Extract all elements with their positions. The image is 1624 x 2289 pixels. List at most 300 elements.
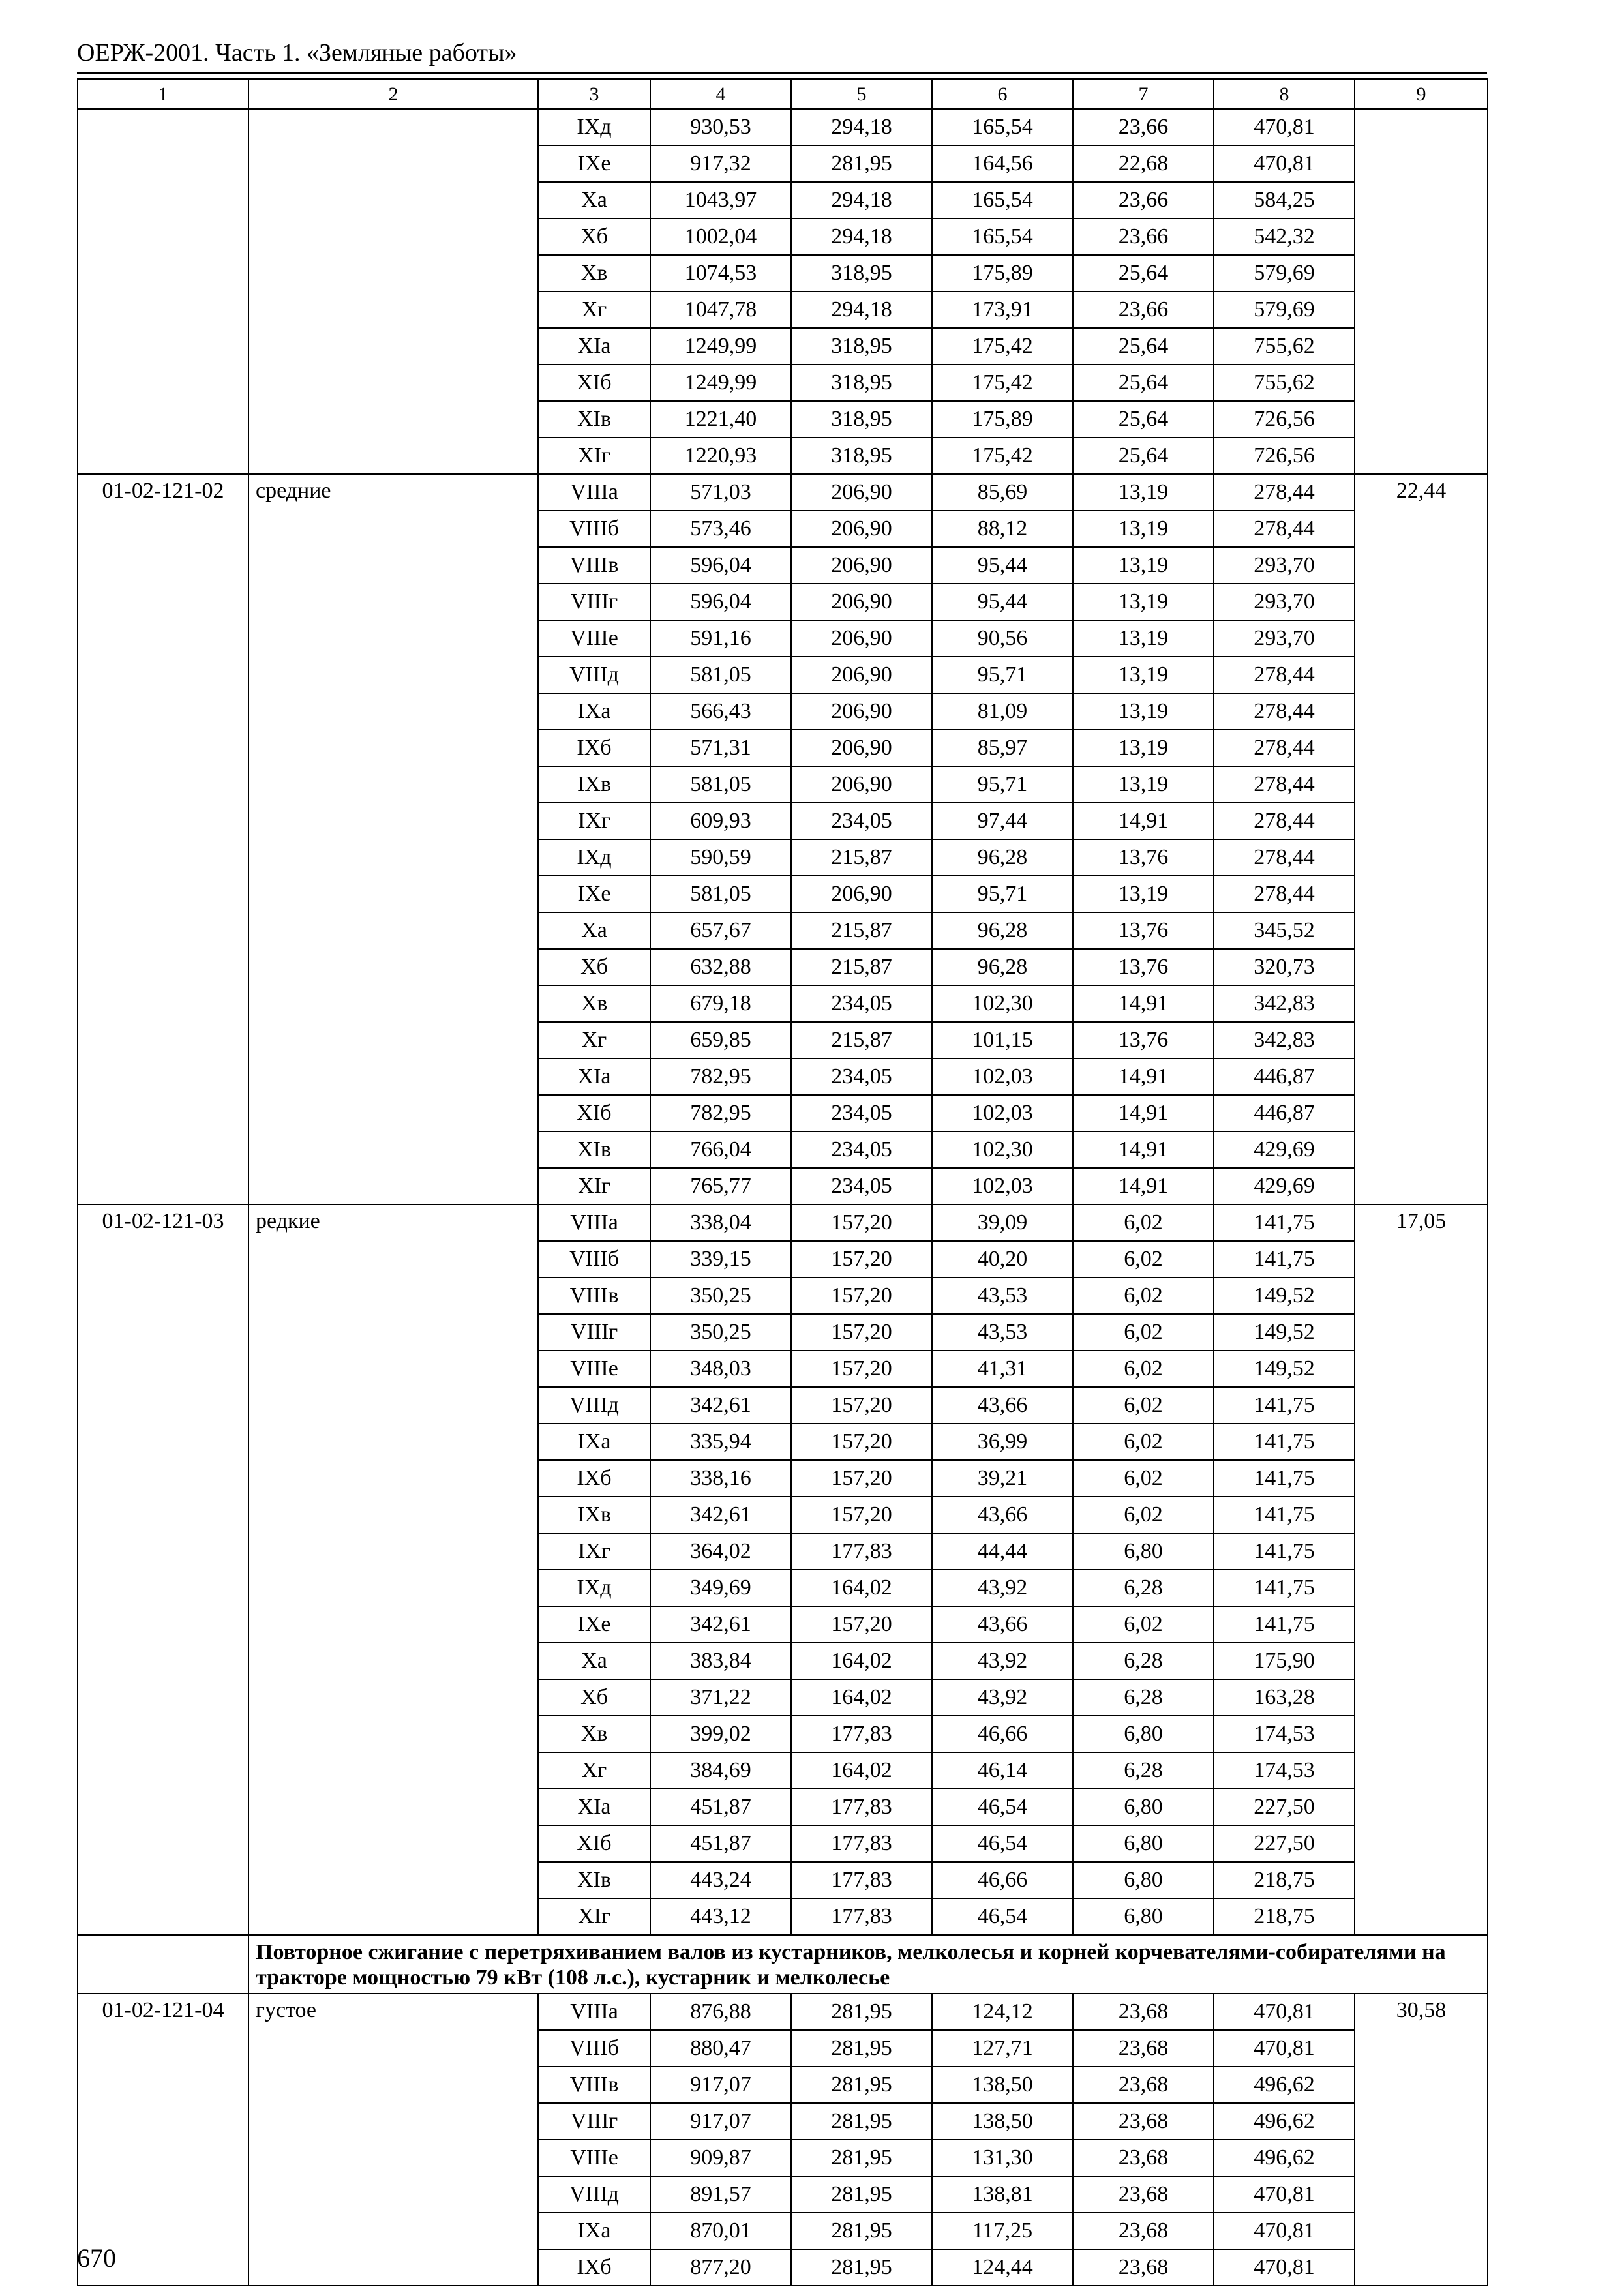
value-cell: 141,75 xyxy=(1214,1204,1355,1241)
value-cell: 43,92 xyxy=(932,1570,1073,1606)
value-cell: 131,30 xyxy=(932,2140,1073,2176)
value-cell: 446,87 xyxy=(1214,1095,1355,1131)
value-cell: 206,90 xyxy=(791,584,932,620)
section-title: Повторное сжигание с перетряхиванием валов из кустарников, мелколесья и корней корчевателями-собирателями на тракторе мощностью 79 кВт (108 л.с.), кустарник и мелколесье xyxy=(248,1935,1488,1994)
value-cell: 43,53 xyxy=(932,1278,1073,1314)
row-index: 17,05 xyxy=(1355,1204,1488,1935)
value-cell: 43,66 xyxy=(932,1387,1073,1424)
value-cell: 141,75 xyxy=(1214,1533,1355,1570)
value-cell: 177,83 xyxy=(791,1789,932,1825)
header-rule xyxy=(77,72,1487,74)
soil-group-cell: IXд xyxy=(538,1570,650,1606)
value-cell: 96,28 xyxy=(932,912,1073,949)
value-cell: 81,09 xyxy=(932,693,1073,730)
value-cell: 43,66 xyxy=(932,1497,1073,1533)
value-cell: 149,52 xyxy=(1214,1351,1355,1387)
value-cell: 206,90 xyxy=(791,547,932,584)
value-cell: 1043,97 xyxy=(650,182,791,218)
value-cell: 13,19 xyxy=(1073,511,1214,547)
value-cell: 348,03 xyxy=(650,1351,791,1387)
price-table xyxy=(77,78,1488,2286)
value-cell: 141,75 xyxy=(1214,1387,1355,1424)
value-cell: 6,02 xyxy=(1073,1606,1214,1643)
value-cell: 23,68 xyxy=(1073,2213,1214,2249)
value-cell: 755,62 xyxy=(1214,365,1355,401)
value-cell: 234,05 xyxy=(791,803,932,839)
value-cell: 342,61 xyxy=(650,1497,791,1533)
value-cell: 177,83 xyxy=(791,1716,932,1752)
row-index: 30,58 xyxy=(1355,1994,1488,2286)
value-cell: 206,90 xyxy=(791,693,932,730)
value-cell: 149,52 xyxy=(1214,1278,1355,1314)
value-cell: 102,30 xyxy=(932,1131,1073,1168)
value-cell: 6,80 xyxy=(1073,1825,1214,1862)
soil-group-cell: XIв xyxy=(538,1131,650,1168)
value-cell: 85,69 xyxy=(932,474,1073,511)
value-cell: 278,44 xyxy=(1214,693,1355,730)
value-cell: 281,95 xyxy=(791,2140,932,2176)
value-cell: 496,62 xyxy=(1214,2067,1355,2103)
value-cell: 215,87 xyxy=(791,1022,932,1058)
value-cell: 174,53 xyxy=(1214,1752,1355,1789)
value-cell: 318,95 xyxy=(791,328,932,365)
value-cell: 364,02 xyxy=(650,1533,791,1570)
value-cell: 930,53 xyxy=(650,109,791,145)
value-cell: 25,64 xyxy=(1073,401,1214,438)
value-cell: 175,89 xyxy=(932,255,1073,292)
value-cell: 13,76 xyxy=(1073,1022,1214,1058)
value-cell: 14,91 xyxy=(1073,1131,1214,1168)
soil-group-cell: VIIIд xyxy=(538,657,650,693)
value-cell: 384,69 xyxy=(650,1752,791,1789)
value-cell: 726,56 xyxy=(1214,438,1355,474)
value-cell: 765,77 xyxy=(650,1168,791,1204)
soil-group-cell: VIIIа xyxy=(538,1204,650,1241)
value-cell: 46,54 xyxy=(932,1825,1073,1862)
value-cell: 318,95 xyxy=(791,438,932,474)
value-cell: 23,66 xyxy=(1073,218,1214,255)
table-row xyxy=(78,474,1488,511)
value-cell: 294,18 xyxy=(791,182,932,218)
page-number: 670 xyxy=(77,2243,116,2273)
value-cell: 23,68 xyxy=(1073,2030,1214,2067)
value-cell: 46,66 xyxy=(932,1862,1073,1898)
value-cell: 294,18 xyxy=(791,218,932,255)
value-cell: 581,05 xyxy=(650,876,791,912)
value-cell: 891,57 xyxy=(650,2176,791,2213)
value-cell: 293,70 xyxy=(1214,584,1355,620)
soil-group-cell: IXг xyxy=(538,803,650,839)
value-cell: 88,12 xyxy=(932,511,1073,547)
value-cell: 470,81 xyxy=(1214,145,1355,182)
soil-group-cell: VIIIг xyxy=(538,2103,650,2140)
value-cell: 14,91 xyxy=(1073,985,1214,1022)
soil-group-cell: VIIIа xyxy=(538,474,650,511)
value-cell: 294,18 xyxy=(791,292,932,328)
page-header: ОЕРЖ-2001. Часть 1. «Земляные работы» xyxy=(77,39,517,67)
value-cell: 342,83 xyxy=(1214,1022,1355,1058)
soil-group-cell: IXв xyxy=(538,1497,650,1533)
value-cell: 13,19 xyxy=(1073,584,1214,620)
value-cell: 39,09 xyxy=(932,1204,1073,1241)
value-cell: 141,75 xyxy=(1214,1241,1355,1278)
value-cell: 318,95 xyxy=(791,401,932,438)
value-cell: 173,91 xyxy=(932,292,1073,328)
value-cell: 342,83 xyxy=(1214,985,1355,1022)
value-cell: 6,02 xyxy=(1073,1424,1214,1460)
value-cell: 23,68 xyxy=(1073,2176,1214,2213)
value-cell: 917,32 xyxy=(650,145,791,182)
soil-group-cell: VIIIв xyxy=(538,1278,650,1314)
value-cell: 102,03 xyxy=(932,1058,1073,1095)
value-cell: 443,12 xyxy=(650,1898,791,1935)
soil-group-cell: VIIIд xyxy=(538,1387,650,1424)
column-number-cell: 1 xyxy=(78,79,248,109)
value-cell: 13,19 xyxy=(1073,657,1214,693)
value-cell: 23,66 xyxy=(1073,292,1214,328)
value-cell: 124,44 xyxy=(932,2249,1073,2286)
value-cell: 95,71 xyxy=(932,766,1073,803)
value-cell: 318,95 xyxy=(791,365,932,401)
value-cell: 14,91 xyxy=(1073,1168,1214,1204)
value-cell: 157,20 xyxy=(791,1424,932,1460)
value-cell: 281,95 xyxy=(791,2067,932,2103)
soil-group-cell: VIIIб xyxy=(538,2030,650,2067)
soil-group-cell: IXв xyxy=(538,766,650,803)
soil-group-cell: IXа xyxy=(538,1424,650,1460)
value-cell: 157,20 xyxy=(791,1351,932,1387)
value-cell: 679,18 xyxy=(650,985,791,1022)
value-cell: 39,21 xyxy=(932,1460,1073,1497)
value-cell: 234,05 xyxy=(791,1095,932,1131)
value-cell: 6,80 xyxy=(1073,1789,1214,1825)
value-cell: 6,02 xyxy=(1073,1497,1214,1533)
value-cell: 917,07 xyxy=(650,2103,791,2140)
value-cell: 349,69 xyxy=(650,1570,791,1606)
value-cell: 90,56 xyxy=(932,620,1073,657)
value-cell: 14,91 xyxy=(1073,1058,1214,1095)
value-cell: 338,16 xyxy=(650,1460,791,1497)
soil-group-cell: XIг xyxy=(538,1168,650,1204)
value-cell: 371,22 xyxy=(650,1679,791,1716)
value-cell: 43,66 xyxy=(932,1606,1073,1643)
value-cell: 1249,99 xyxy=(650,328,791,365)
soil-group-cell: Xа xyxy=(538,912,650,949)
value-cell: 1002,04 xyxy=(650,218,791,255)
value-cell: 451,87 xyxy=(650,1825,791,1862)
value-cell: 573,46 xyxy=(650,511,791,547)
soil-group-cell: VIIIе xyxy=(538,2140,650,2176)
value-cell: 157,20 xyxy=(791,1241,932,1278)
soil-group-cell: XIв xyxy=(538,1862,650,1898)
value-cell: 293,70 xyxy=(1214,547,1355,584)
value-cell: 22,68 xyxy=(1073,145,1214,182)
value-cell: 206,90 xyxy=(791,511,932,547)
value-cell: 278,44 xyxy=(1214,657,1355,693)
value-cell: 177,83 xyxy=(791,1898,932,1935)
value-cell: 294,18 xyxy=(791,109,932,145)
value-cell: 338,04 xyxy=(650,1204,791,1241)
value-cell: 43,92 xyxy=(932,1679,1073,1716)
soil-group-cell: XIг xyxy=(538,1898,650,1935)
column-number-cell: 6 xyxy=(932,79,1073,109)
value-cell: 581,05 xyxy=(650,766,791,803)
value-cell: 164,02 xyxy=(791,1679,932,1716)
value-cell: 579,69 xyxy=(1214,292,1355,328)
value-cell: 596,04 xyxy=(650,547,791,584)
value-cell: 13,19 xyxy=(1073,693,1214,730)
row-code: 01-02-121-03 xyxy=(78,1204,248,1935)
value-cell: 571,31 xyxy=(650,730,791,766)
value-cell: 281,95 xyxy=(791,2103,932,2140)
value-cell: 13,19 xyxy=(1073,876,1214,912)
value-cell: 399,02 xyxy=(650,1716,791,1752)
value-cell: 870,01 xyxy=(650,2213,791,2249)
value-cell: 101,15 xyxy=(932,1022,1073,1058)
value-cell: 278,44 xyxy=(1214,730,1355,766)
soil-group-cell: IXа xyxy=(538,693,650,730)
soil-group-cell: VIIIг xyxy=(538,584,650,620)
value-cell: 6,02 xyxy=(1073,1351,1214,1387)
value-cell: 23,66 xyxy=(1073,109,1214,145)
soil-group-cell: VIIIб xyxy=(538,1241,650,1278)
soil-group-cell: IXа xyxy=(538,2213,650,2249)
soil-group-cell: XIб xyxy=(538,1825,650,1862)
value-cell: 909,87 xyxy=(650,2140,791,2176)
value-cell: 157,20 xyxy=(791,1204,932,1241)
value-cell: 13,76 xyxy=(1073,912,1214,949)
value-cell: 13,76 xyxy=(1073,949,1214,985)
soil-group-cell: XIа xyxy=(538,1789,650,1825)
value-cell: 46,14 xyxy=(932,1752,1073,1789)
value-cell: 44,44 xyxy=(932,1533,1073,1570)
column-number-cell: 5 xyxy=(791,79,932,109)
value-cell: 350,25 xyxy=(650,1278,791,1314)
value-cell: 23,68 xyxy=(1073,2103,1214,2140)
value-cell: 175,42 xyxy=(932,365,1073,401)
row-description: средние xyxy=(248,474,538,1204)
soil-group-cell: IXб xyxy=(538,730,650,766)
value-cell: 566,43 xyxy=(650,693,791,730)
value-cell: 206,90 xyxy=(791,657,932,693)
column-number-row xyxy=(78,79,1488,109)
value-cell: 46,54 xyxy=(932,1789,1073,1825)
value-cell: 157,20 xyxy=(791,1314,932,1351)
value-cell: 164,02 xyxy=(791,1752,932,1789)
soil-group-cell: VIIIг xyxy=(538,1314,650,1351)
row-code: 01-02-121-02 xyxy=(78,474,248,1204)
row-code: 01-02-121-04 xyxy=(78,1994,248,2286)
value-cell: 6,28 xyxy=(1073,1643,1214,1679)
value-cell: 23,68 xyxy=(1073,2140,1214,2176)
value-cell: 141,75 xyxy=(1214,1424,1355,1460)
value-cell: 281,95 xyxy=(791,2213,932,2249)
soil-group-cell: IXд xyxy=(538,839,650,876)
value-cell: 1249,99 xyxy=(650,365,791,401)
value-cell: 96,28 xyxy=(932,839,1073,876)
value-cell: 218,75 xyxy=(1214,1862,1355,1898)
value-cell: 124,12 xyxy=(932,1994,1073,2030)
soil-group-cell: IXг xyxy=(538,1533,650,1570)
value-cell: 6,02 xyxy=(1073,1314,1214,1351)
value-cell: 470,81 xyxy=(1214,2249,1355,2286)
value-cell: 6,02 xyxy=(1073,1387,1214,1424)
value-cell: 345,52 xyxy=(1214,912,1355,949)
value-cell: 175,42 xyxy=(932,438,1073,474)
soil-group-cell: XIб xyxy=(538,365,650,401)
value-cell: 164,02 xyxy=(791,1570,932,1606)
value-cell: 23,68 xyxy=(1073,1994,1214,2030)
value-cell: 755,62 xyxy=(1214,328,1355,365)
value-cell: 175,42 xyxy=(932,328,1073,365)
value-cell: 141,75 xyxy=(1214,1606,1355,1643)
value-cell: 6,80 xyxy=(1073,1898,1214,1935)
value-cell: 227,50 xyxy=(1214,1825,1355,1862)
value-cell: 1221,40 xyxy=(650,401,791,438)
value-cell: 278,44 xyxy=(1214,803,1355,839)
value-cell: 206,90 xyxy=(791,876,932,912)
value-cell: 13,19 xyxy=(1073,766,1214,803)
soil-group-cell: Xг xyxy=(538,1022,650,1058)
column-number-cell: 4 xyxy=(650,79,791,109)
soil-group-cell: Xв xyxy=(538,255,650,292)
value-cell: 23,66 xyxy=(1073,182,1214,218)
value-cell: 496,62 xyxy=(1214,2140,1355,2176)
value-cell: 6,02 xyxy=(1073,1204,1214,1241)
value-cell: 293,70 xyxy=(1214,620,1355,657)
value-cell: 46,54 xyxy=(932,1898,1073,1935)
soil-group-cell: Xг xyxy=(538,292,650,328)
value-cell: 141,75 xyxy=(1214,1570,1355,1606)
value-cell: 281,95 xyxy=(791,2176,932,2213)
value-cell: 1074,53 xyxy=(650,255,791,292)
value-cell: 609,93 xyxy=(650,803,791,839)
value-cell: 215,87 xyxy=(791,912,932,949)
row-description xyxy=(248,109,538,474)
soil-group-cell: VIIIа xyxy=(538,1994,650,2030)
soil-group-cell: Xа xyxy=(538,1643,650,1679)
value-cell: 470,81 xyxy=(1214,2176,1355,2213)
soil-group-cell: VIIIе xyxy=(538,1351,650,1387)
value-cell: 596,04 xyxy=(650,584,791,620)
value-cell: 25,64 xyxy=(1073,365,1214,401)
value-cell: 138,50 xyxy=(932,2067,1073,2103)
soil-group-cell: Xг xyxy=(538,1752,650,1789)
value-cell: 451,87 xyxy=(650,1789,791,1825)
value-cell: 23,68 xyxy=(1073,2067,1214,2103)
value-cell: 157,20 xyxy=(791,1387,932,1424)
value-cell: 470,81 xyxy=(1214,1994,1355,2030)
row-description: редкие xyxy=(248,1204,538,1935)
value-cell: 6,02 xyxy=(1073,1241,1214,1278)
soil-group-cell: Xб xyxy=(538,949,650,985)
value-cell: 877,20 xyxy=(650,2249,791,2286)
value-cell: 102,03 xyxy=(932,1168,1073,1204)
value-cell: 174,53 xyxy=(1214,1716,1355,1752)
value-cell: 579,69 xyxy=(1214,255,1355,292)
value-cell: 320,73 xyxy=(1214,949,1355,985)
value-cell: 95,71 xyxy=(932,657,1073,693)
value-cell: 163,28 xyxy=(1214,1679,1355,1716)
value-cell: 102,30 xyxy=(932,985,1073,1022)
value-cell: 227,50 xyxy=(1214,1789,1355,1825)
value-cell: 141,75 xyxy=(1214,1460,1355,1497)
value-cell: 206,90 xyxy=(791,620,932,657)
value-cell: 165,54 xyxy=(932,109,1073,145)
value-cell: 766,04 xyxy=(650,1131,791,1168)
value-cell: 25,64 xyxy=(1073,255,1214,292)
value-cell: 215,87 xyxy=(791,839,932,876)
value-cell: 542,32 xyxy=(1214,218,1355,255)
value-cell: 278,44 xyxy=(1214,839,1355,876)
value-cell: 470,81 xyxy=(1214,2030,1355,2067)
value-cell: 571,03 xyxy=(650,474,791,511)
value-cell: 46,66 xyxy=(932,1716,1073,1752)
value-cell: 40,20 xyxy=(932,1241,1073,1278)
value-cell: 157,20 xyxy=(791,1278,932,1314)
soil-group-cell: XIб xyxy=(538,1095,650,1131)
row-index xyxy=(1355,109,1488,474)
table-row xyxy=(78,1204,1488,1241)
value-cell: 659,85 xyxy=(650,1022,791,1058)
value-cell: 6,80 xyxy=(1073,1716,1214,1752)
value-cell: 165,54 xyxy=(932,218,1073,255)
soil-group-cell: IXе xyxy=(538,1606,650,1643)
soil-group-cell: Xв xyxy=(538,985,650,1022)
value-cell: 496,62 xyxy=(1214,2103,1355,2140)
value-cell: 175,90 xyxy=(1214,1643,1355,1679)
value-cell: 43,92 xyxy=(932,1643,1073,1679)
value-cell: 41,31 xyxy=(932,1351,1073,1387)
column-number-cell: 9 xyxy=(1355,79,1488,109)
value-cell: 1047,78 xyxy=(650,292,791,328)
value-cell: 446,87 xyxy=(1214,1058,1355,1095)
column-number-cell: 2 xyxy=(248,79,538,109)
value-cell: 318,95 xyxy=(791,255,932,292)
value-cell: 164,02 xyxy=(791,1643,932,1679)
value-cell: 102,03 xyxy=(932,1095,1073,1131)
soil-group-cell: IXд xyxy=(538,109,650,145)
value-cell: 657,67 xyxy=(650,912,791,949)
value-cell: 234,05 xyxy=(791,1131,932,1168)
value-cell: 342,61 xyxy=(650,1387,791,1424)
section-title-row xyxy=(78,1935,1488,1994)
value-cell: 6,80 xyxy=(1073,1533,1214,1570)
value-cell: 157,20 xyxy=(791,1497,932,1533)
soil-group-cell: VIIIв xyxy=(538,2067,650,2103)
value-cell: 215,87 xyxy=(791,949,932,985)
value-cell: 782,95 xyxy=(650,1058,791,1095)
table-body xyxy=(78,79,1488,2286)
soil-group-cell: Xв xyxy=(538,1716,650,1752)
value-cell: 25,64 xyxy=(1073,328,1214,365)
value-cell: 278,44 xyxy=(1214,511,1355,547)
value-cell: 917,07 xyxy=(650,2067,791,2103)
soil-group-cell: VIIIд xyxy=(538,2176,650,2213)
value-cell: 281,95 xyxy=(791,1994,932,2030)
value-cell: 43,53 xyxy=(932,1314,1073,1351)
value-cell: 138,81 xyxy=(932,2176,1073,2213)
value-cell: 278,44 xyxy=(1214,876,1355,912)
value-cell: 6,02 xyxy=(1073,1278,1214,1314)
value-cell: 14,91 xyxy=(1073,803,1214,839)
value-cell: 782,95 xyxy=(650,1095,791,1131)
value-cell: 95,71 xyxy=(932,876,1073,912)
value-cell: 6,28 xyxy=(1073,1752,1214,1789)
soil-group-cell: IXб xyxy=(538,1460,650,1497)
value-cell: 13,19 xyxy=(1073,730,1214,766)
value-cell: 95,44 xyxy=(932,547,1073,584)
